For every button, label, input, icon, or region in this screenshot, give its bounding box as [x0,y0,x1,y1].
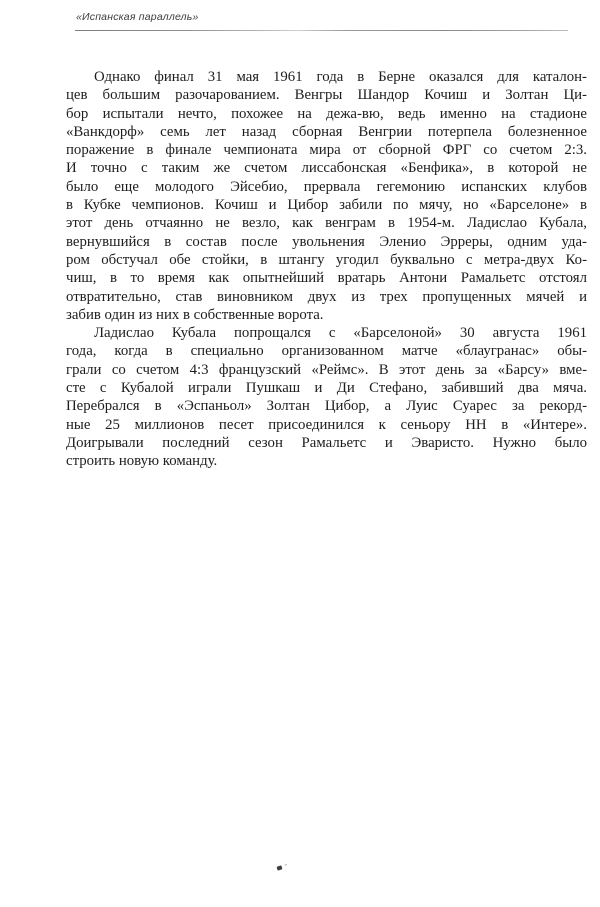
text-line: строить новую команду. [66,453,218,470]
text-line: вернувшийся в состав после увольнения Эленио Эрреры, одним уда- [66,233,587,250]
body-text [66,68,587,471]
text-line: И точно с таким же счетом лиссабонская «Бенфика», в которой не [66,160,587,177]
paragraph [66,324,587,470]
text-line: отвратительно, став виновником двух из трех пропущенных мячей и [66,288,587,305]
paragraph [66,68,587,324]
text-line: ром обстучал обе стойки, в штангу угодил буквально с метра-двух Ко- [66,251,587,268]
text-line: Перебрался в «Эспаньол» Золтан Цибор, а Луис Суарес за рекорд- [66,398,587,415]
header-rule [75,30,568,31]
text-line: года, когда в специально организованном матче «блаугранас» обы- [66,343,587,360]
text-line: «Ванкдорф» семь лет назад сборная Венгрии потерпела болезненное [66,123,587,140]
text-line: в Кубке чемпионов. Кочиш и Цибор забили по мячу, но «Барселоне» в [66,197,587,214]
text-line: Доигрывали последний сезон Рамальетс и Эваристо. Нужно было [66,434,587,451]
running-head: «Испанская параллель» [76,11,199,23]
text-line: чиш, в то время как опытнейший вратарь Антони Рамальетс отстоял [66,270,587,287]
text-line: грали со счетом 4:3 французский «Реймс». В этот день за «Барсу» вме- [66,361,587,378]
text-line: ные 25 миллионов песет присоединился к сеньору НН в «Интере». [66,416,587,433]
text-line: бор испытали нечто, похожее на дежа-вю, ведь именно на стадионе [66,105,587,122]
text-line: Однако финал 31 мая 1961 года в Берне оказался для каталон- [94,69,587,85]
text-line: цев большим разочарованием. Венгры Шандор Кочиш и Золтан Ци- [66,87,587,104]
ink-speck-artifact [277,865,283,870]
text-line: этот день отчаянно не везло, как венграм в 1954-м. Ладислао Кубала, [66,215,587,232]
text-line: Ладислао Кубала попрощался с «Барселоной» 30 августа 1961 [94,325,587,342]
text-line: было еще молодого Эйсебио, прервала гегемонию испанских клубов [66,178,587,195]
text-line: сте с Кубалой играли Пушкаш и Ди Стефано, забивший два мяча. [66,380,587,397]
text-line: забив один из них в собственные ворота. [66,306,324,323]
text-line: поражение в финале чемпионата мира от сборной ФРГ со счетом 2:3. [66,142,587,159]
